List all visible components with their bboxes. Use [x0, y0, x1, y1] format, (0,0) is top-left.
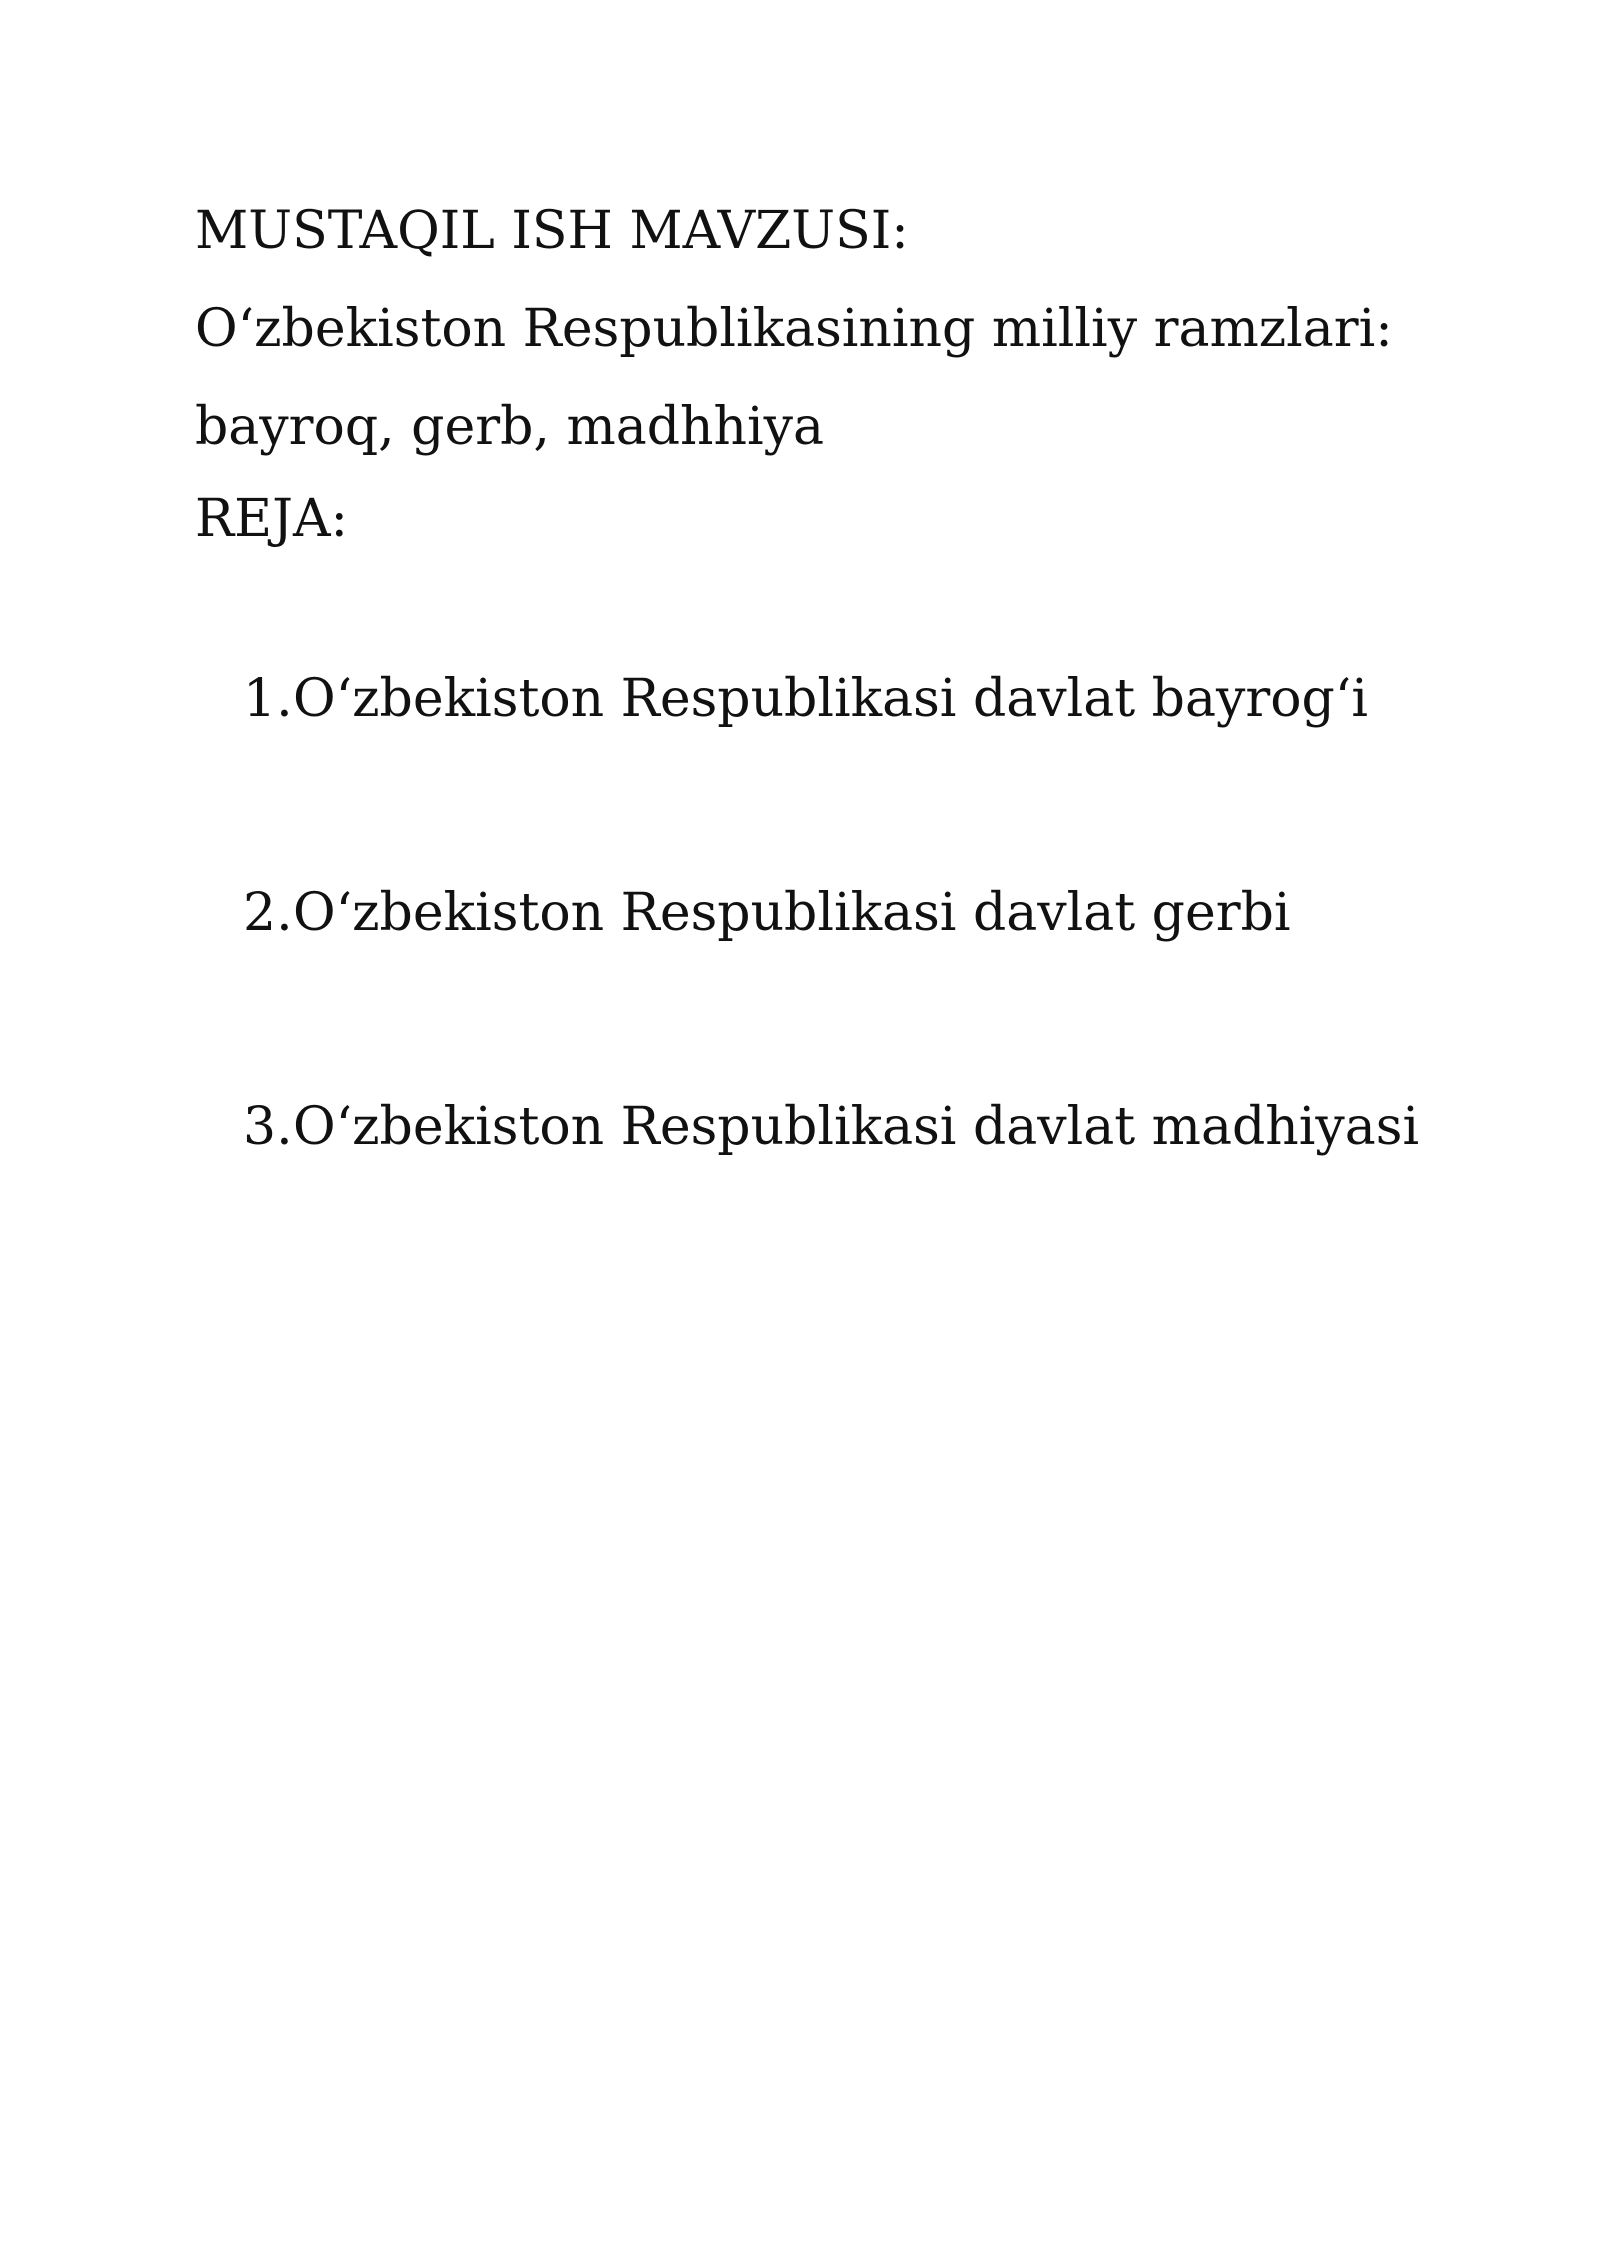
plan-item: [195, 664, 1445, 734]
plan-item-number: 1.: [243, 669, 293, 729]
work-theme-title: O‘zbekiston Respublikasining milliy ramzlari: bayroq, gerb, madhhiya: [195, 299, 1393, 457]
plan-item: [195, 1092, 1445, 1162]
independent-work-heading: MUSTAQIL ISH MAVZUSI:: [195, 201, 909, 261]
plan-item-text: O‘zbekiston Respublikasi davlat gerbi: [293, 883, 1291, 943]
plan-list: [195, 664, 1445, 1162]
plan-item-text: O‘zbekiston Respublikasi davlat madhiyasi: [293, 1097, 1420, 1157]
document-content: [195, 196, 1445, 1306]
plan-item-number: 3.: [243, 1097, 293, 1157]
plan-heading: REJA:: [195, 489, 349, 549]
plan-item-number: 2.: [243, 883, 293, 943]
plan-item: [195, 878, 1445, 948]
plan-item-text: O‘zbekiston Respublikasi davlat bayrog‘i: [293, 669, 1368, 729]
